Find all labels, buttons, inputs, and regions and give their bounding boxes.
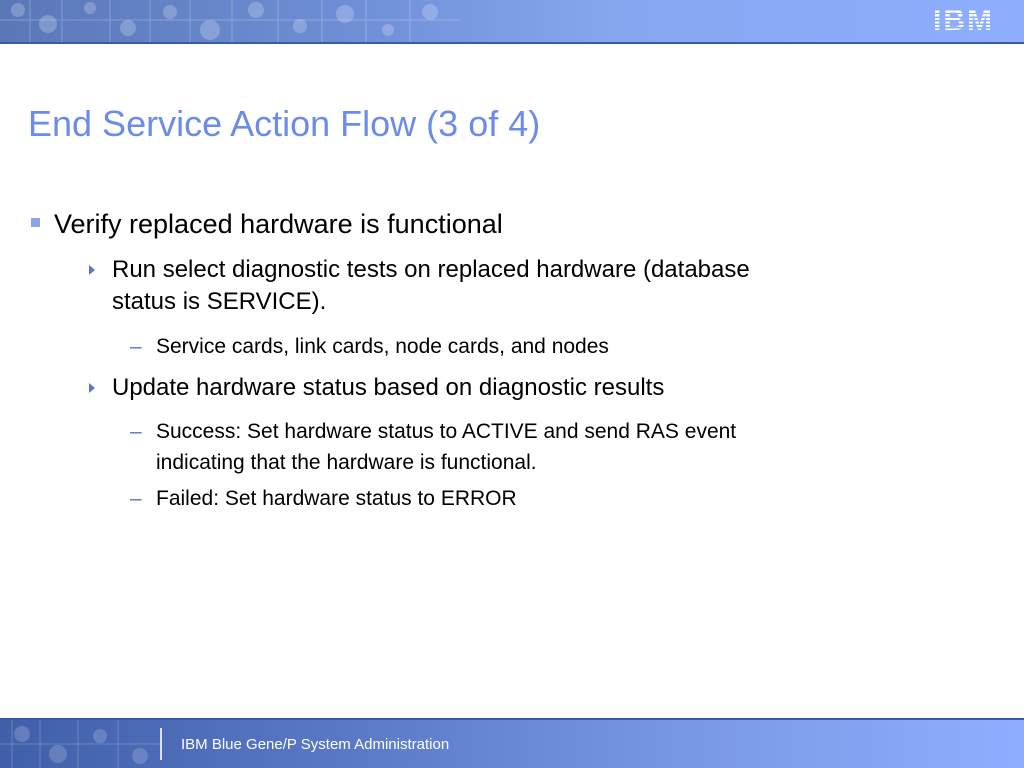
- bullet-level3: [156, 416, 896, 478]
- dash-bullet-icon: –: [130, 420, 142, 443]
- bullet-level2: [112, 254, 892, 318]
- dash-bullet-icon: –: [130, 487, 142, 510]
- dash-bullet-icon: –: [130, 335, 142, 358]
- square-bullet-icon: [31, 218, 40, 227]
- slide-title: End Service Action Flow (3 of 4): [28, 103, 541, 144]
- footer-band: [0, 720, 1024, 768]
- footer-divider: [160, 728, 162, 760]
- bullet-level3: Service cards, link cards, node cards, and nodes: [156, 335, 609, 358]
- bullet-level1: Verify replaced hardware is functional: [54, 209, 503, 239]
- bullet-level2: Update hardware status based on diagnostic results: [112, 374, 665, 401]
- arrow-bullet-icon: [89, 265, 95, 275]
- bullet-line: Run select diagnostic tests on replaced hardware (database: [112, 256, 750, 283]
- bullet-level3: Failed: Set hardware status to ERROR: [156, 487, 517, 510]
- footer-decoration: [0, 720, 1024, 768]
- arrow-bullet-icon: [89, 383, 95, 393]
- ibm-logo: IBM: [933, 4, 994, 37]
- bullet-line: status is SERVICE).: [112, 288, 327, 315]
- bullet-line: indicating that the hardware is functional.: [156, 451, 537, 474]
- bullet-line: Success: Set hardware status to ACTIVE and send RAS event: [156, 420, 737, 443]
- footer-text: IBM Blue Gene/P System Administration: [181, 736, 450, 753]
